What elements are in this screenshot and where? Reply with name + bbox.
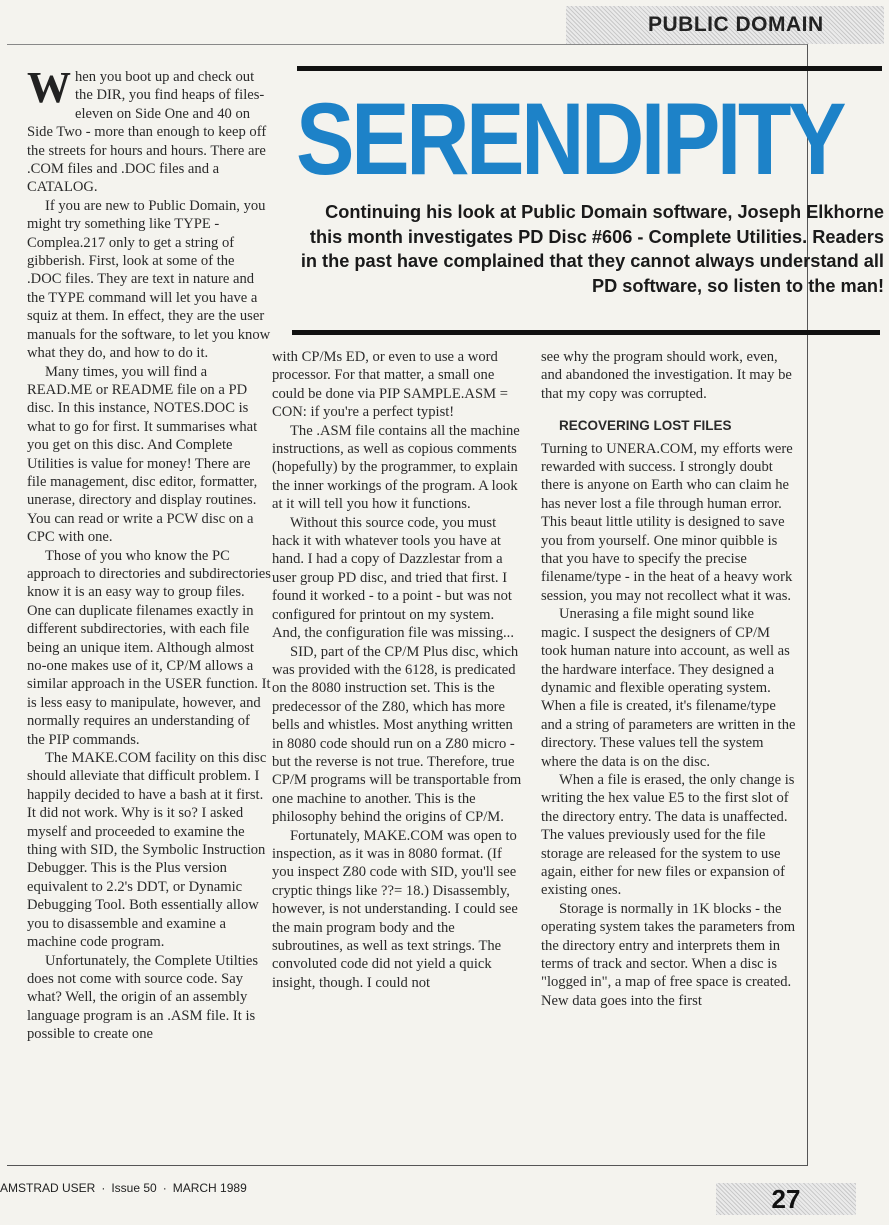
article-title: SERENDIPITY — [296, 82, 844, 196]
magazine-name: AMSTRAD USER — [0, 1181, 96, 1195]
drop-cap: W — [27, 63, 71, 112]
page-number: 27 — [771, 1183, 801, 1214]
paragraph: Many times, you will find a READ.ME or README file on a PD disc. In this instance, NOTES.DOC is what to go for first. It summarises what you get on this disc. And Complete Utilities is value for money! There are file management, disc editor, formatter, unerase, directory and display routines. You can read or write a PCW disc on a CPC with one. — [27, 363, 258, 546]
headline-rule-bottom — [292, 330, 880, 335]
article-column-1 — [27, 63, 271, 1044]
paragraph: The MAKE.COM facility on this disc should alleviate that difficult problem. I happily decided to have a bash at it first. It did not work. Why is it so? I asked myself and proceeded to examine the thing with SID, the Symbolic Instruction Debugger. This is the Plus version equivalent to 2.2's DDT, or Dynamic Debugging Tool. Both essentially allow you to disassemble and examine a machine code program. — [27, 750, 267, 951]
paragraph: When you boot up and check out the DIR, you find heaps of files- eleven on Side One and 40 on Side Two - more than enough to keep off the streets for hours and hours. There are .COM files and .DOC files and a CATALOG. — [27, 63, 267, 196]
article-column-3 — [541, 348, 796, 1010]
paragraph: see why the program should work, even, and abandoned the investigation. It may be that my copy was corrupted. — [541, 349, 792, 402]
paragraph: The .ASM file contains all the machine instructions, as well as copious comments (hopefully) by the programmer, to explain the inner workings of the program. A look at it will tell you how it functions. — [272, 422, 520, 513]
issue-number: Issue 50 — [111, 1181, 157, 1195]
page-number-box — [716, 1183, 856, 1215]
paragraph: Those of you who know the PC approach to directories and subdirectories know it is an easy way to group files. One can duplicate filenames exactly in different subdirectories, with each file being an unique item. Although almost no-one makes use of it, CP/M allows a similar approach in the USER function. It is less easy to manipulate, however, and normally requires an understanding of the PIP commands. — [27, 547, 271, 748]
article-column-2 — [272, 348, 524, 992]
paragraph: Turning to UNERA.COM, my efforts were rewarded with success. I strongly doubt there is anyone on Earth who can claim he has never lost a file through human error. This beaut little utility is designed to save you from yourself. One minor quibble is that you have to specify the precise filename/type - in the heat of a heavy work session, you may not recollect what it was. — [541, 440, 793, 604]
paragraph: SID, part of the CP/M Plus disc, which was provided with the 6128, is predicated on the 8080 instruction set. This is the predecessor of the Z80, which has more bells and whistles. Most anything written in 8080 code should run on a Z80 micro - but the reverse is not true. Therefore, true CP/M programs will be transportable from one machine to another. This is the philosophy behind the origins of CP/M. — [272, 643, 522, 826]
paragraph: Fortunately, MAKE.COM was open to inspection, as it was in 8080 format. (If you inspect Z80 code with SID, you'll see cryptic things like ??= 18.) Disassembly, however, is not understanding. I could see the main program body and the subroutines, as well as text strings. The convoluted code did not yield a quick insight, though. I could not — [272, 827, 518, 991]
issue-date: MARCH 1989 — [172, 1181, 247, 1195]
article-standfirst: Continuing his look at Public Domain software, Joseph Elkhorne this month investigates PD Disc #606 - Complete Utilities. Readers in the past have complained that they cannot always understand all PD software, so listen to the man! — [300, 202, 884, 296]
section-subheading: RECOVERING LOST FILES — [559, 418, 732, 434]
footer-credits: AMSTRAD USER · Issue 50 · MARCH 1989 — [0, 1181, 247, 1195]
headline-rule-top — [297, 66, 882, 71]
paragraph: Storage is normally in 1K blocks - the operating system takes the parameters from the directory entry and interprets them in terms of track and sector. When a disc is "logged in", a map of free space is created. New data goes into the first — [541, 900, 796, 1009]
paragraph: with CP/Ms ED, or even to use a word processor. For that matter, a small one could be done via PIP SAMPLE.ASM = CON: if you're a perfect typist! — [272, 349, 508, 421]
paragraph: When a file is erased, the only change is writing the hex value E5 to the first slot of the directory entry. The data is unaffected. The values previously used for the file storage are released for the system to use again, either for new files or expansion of existing ones. — [541, 771, 795, 899]
paragraph: If you are new to Public Domain, you might try something like TYPE -Complea.217 only to get a string of gibberish. First, look at some of the .DOC files. They are text in nature and the TYPE command will let you have a squiz at them. In effect, they are the user manuals for the software, to let you know what they do, and how to do it. — [27, 197, 271, 362]
paragraph: Unfortunately, the Complete Utilties does not come with source code. Say what? Well, the origin of an assembly language program is an .ASM file. It is possible to create one — [27, 952, 259, 1043]
section-header-tab — [566, 6, 884, 44]
paragraph: Without this source code, you must hack it with whatever tools you have at hand. I had a copy of Dazzlestar from a user group PD disc, and tried that first. I found it worked - to a point - but was not configured for printout on my system. And, the configuration file was missing... — [272, 514, 514, 642]
section-label: PUBLIC DOMAIN — [648, 13, 824, 36]
paragraph: Unerasing a file might sound like magic. I suspect the designers of CP/M took human nature into account, as well as the hardware interface. They designed a dynamic and flexible operating system. When a file is created, it's filename/type and a string of parameters are written in the directory. These values tell the system where the data is on the disc. — [541, 606, 796, 770]
